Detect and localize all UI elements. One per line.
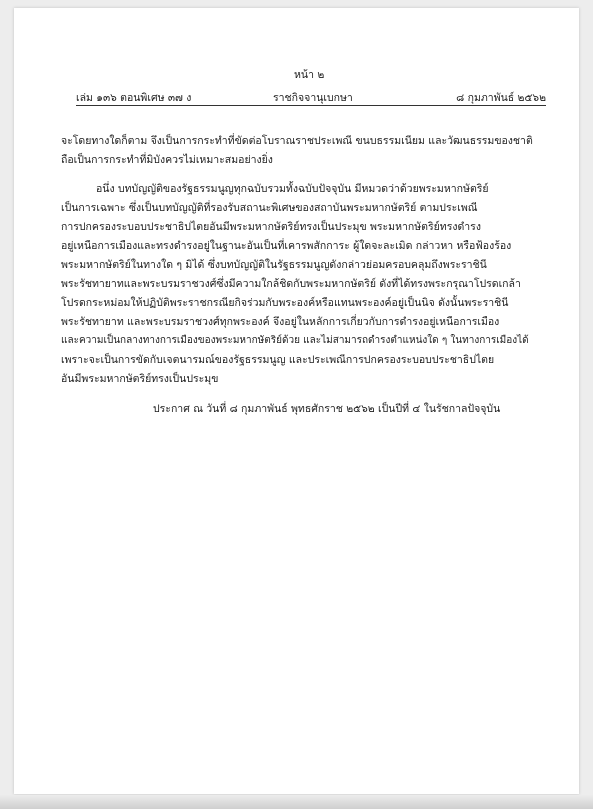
paragraph-line: อนึ่ง บทบัญญัติของรัฐธรรมนูญทุกฉบับรวมทั้งฉบับปัจจุบัน มีหมวดว่าด้วยพระมหากษัตริย์ <box>96 183 489 195</box>
running-header <box>76 83 546 106</box>
volume-info: เล่ม ๑๓๖ ตอนพิเศษ ๓๗ ง <box>76 92 192 104</box>
viewer-bottom-edge <box>0 795 593 809</box>
paragraph-line: จะโดยทางใดก็ตาม จึงเป็นการกระทำที่ขัดต่อโบราณราชประเพณี ขนบธรรมเนียม และวัฒนธรรมของชาติ <box>61 135 533 147</box>
paragraph-line: เป็นการเฉพาะ ซึ่งเป็นบทบัญญัติที่รองรับสถานะพิเศษของสถาบันพระมหากษัตริย์ ตามประเพณี <box>61 202 478 214</box>
paragraph-line: และความเป็นกลางทางการเมืองของพระมหากษัตริย์ด้วย และไม่สามารถดำรงตำแหน่งใด ๆ ในทางการเมืองได้ <box>61 335 529 346</box>
paragraph-line: การปกครองระบอบประชาธิปไตยอันมีพระมหากษัตริย์ทรงเป็นประมุข พระมหากษัตริย์ทรงดำรง <box>61 221 481 233</box>
proclamation-signoff: ประกาศ ณ วันที่ ๘ กุมภาพันธ์ พุทธศักราช ๒๕๖๒ เป็นปีที่ ๔ ในรัชกาลปัจจุบัน <box>153 403 501 415</box>
paragraph-line: พระรัชทายาทและพระบรมราชวงศ์ซึ่งมีความใกล้ชิดกับพระมหากษัตริย์ ดังที่ได้ทรงพระกรุณาโปรดเกล้า <box>61 278 521 290</box>
paragraph-line: พระรัชทายาท และพระบรมราชวงศ์ทุกพระองค์ จึงอยู่ในหลักการเกี่ยวกับการดำรงอยู่เหนือการเมือง <box>61 316 500 328</box>
paragraph-line: ถือเป็นการกระทำที่มิบังควรไม่เหมาะสมอย่างยิ่ง <box>61 154 273 166</box>
publication-date: ๘ กุมภาพันธ์ ๒๕๖๒ <box>456 92 546 104</box>
paragraph-line: อันมีพระมหากษัตริย์ทรงเป็นประมุข <box>61 373 219 385</box>
paragraph-line: อยู่เหนือการเมืองและทรงดำรงอยู่ในฐานะอันเป็นที่เคารพสักการะ ผู้ใดจะละเมิด กล่าวหา หรือฟ้องร้อง <box>61 240 512 252</box>
paragraph-line: พระมหากษัตริย์ในทางใด ๆ มิได้ ซึ่งบทบัญญัติในรัฐธรรมนูญดังกล่าวย่อมครอบคลุมถึงพระราชินี <box>61 259 487 271</box>
page-number: หน้า ๒ <box>294 69 325 81</box>
gazette-title: ราชกิจจานุเบกษา <box>273 92 353 104</box>
paragraph-line: โปรดกระหม่อมให้ปฏิบัติพระราชกรณียกิจร่วมกับพระองค์หรือแทนพระองค์อยู่เป็นนิจ ดังนั้นพระราชินี <box>61 297 509 309</box>
paragraph-line: เพราะจะเป็นการขัดกับเจตนารมณ์ของรัฐธรรมนูญ และประเพณีการปกครองระบอบประชาธิปไตย <box>61 354 495 366</box>
